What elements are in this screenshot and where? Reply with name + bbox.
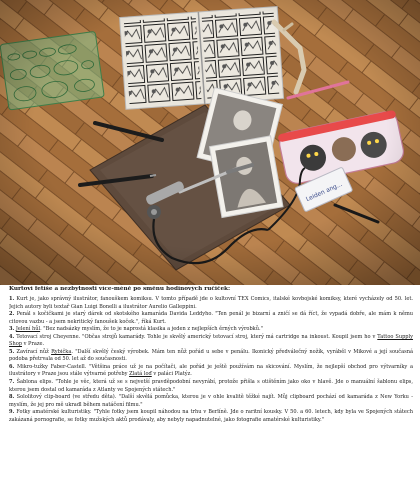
item-text: v paláci Platýz.: [151, 371, 192, 378]
item-text: . "Další skvělý český výrobek. Mám ten nůž pořád u sebe v penálu. Ikonický předválečný nožík, vyráběl v Mikové a její současná podoba přetrvala od 50. let až do současnosti.: [9, 348, 413, 363]
item-text: Penál s kočičkami je starý dárek od skotského kamaráda Davida Leddyho. "Ten penál je bizarní a zničí se dá říct, že vypadá dobře, ale mám k němu citovou vazbu - a jsem nekritický fanoušek koček.", říká Kurt.: [9, 311, 413, 325]
item-text: Kurt je, jako správný ilustrátor, fanouškem komiksu. V tomto případě jde o kultovní TEX Comics, italské kovbojské komiksy, které vycházely od 50. let. Jejich autory byli textař Gian Luigi Bonelli a ilustrátor Aurelio Galleppini.: [9, 296, 413, 310]
item-text: Šablona elips. "Tohle je věc, která už se s nejvetší pravděpodobní nevyrábí, protože přišla s otištěním jako oko v hlavě. Jde o manuální šablonu elips, kterou jsem dostal od kamaráda z Atlanty ve Spojených státech.": [9, 379, 413, 393]
list-item: [9, 334, 413, 349]
inline-link[interactable]: Zlatá loď: [129, 371, 152, 378]
list-item: [9, 364, 413, 379]
list-item: [9, 409, 413, 424]
item-list: [9, 296, 413, 424]
item-number: 7.: [9, 379, 15, 386]
list-item: [9, 311, 413, 326]
item-number: 2.: [9, 311, 15, 318]
item-number: 4.: [9, 333, 15, 340]
item-number: 9.: [9, 409, 15, 416]
item-number: 5.: [9, 348, 15, 355]
item-text: Tetovací stroj Cheyenne. "Občas strojů kamarády. Tohle je skvělý americký tetovací stroj, který má cartridge na inkoust. Koupil jsem ho v: [16, 333, 378, 340]
item-text: Fotky amatérské kulturistiky. "Tyhle fotky jsem koupil náhodou na trhu v Berlíně. Jde o raritní kousky. V 50. a 60. letech, kdy byla ve Spojených státech zakázaná pornografie, se fotky mužských aktů prodávaly, aby nebyly napadnutelné, jako fotografie amatérské kulturistiky.": [9, 409, 413, 423]
list-item: [9, 349, 413, 364]
list-item: [9, 394, 413, 409]
item-number: 1.: [9, 296, 15, 302]
list-item: [9, 379, 413, 394]
article-body: [9, 286, 413, 474]
item-text: Mikro-tužky Faber-Castell. "Většina práce už je na počítači, ale pořád je ještě používám na skicování. Myslím, že nejlepší obchod pro výtvarníky a ilustrátory v Praze jsou stále výtvarné potřeby: [9, 363, 413, 378]
list-item: [9, 326, 413, 334]
list-item: [9, 296, 413, 311]
inline-link[interactable]: Rybička: [51, 348, 72, 355]
article-heading: Kurtovi fetiše a nezbytnosti více-méně po směnu hodinových ručiček:: [9, 286, 231, 292]
item-number: 8.: [9, 394, 15, 401]
item-number: 3.: [9, 326, 15, 333]
item-text: Zavírací nůž: [16, 348, 52, 355]
inline-link[interactable]: Tattoo Supply Shop: [9, 333, 413, 348]
item-number: 6.: [9, 363, 15, 370]
item-text: Sololitový clip-board (ve středu děta). "Další skvělá pomůcka, kterou je v ohle kvalitě těžké najít. Můj clipboard pochází od kamaráda z New Yorku - myslím, že jej pro mě ukradl během natáčení filmu.": [9, 394, 413, 408]
inline-link[interactable]: Jelení hůl: [15, 326, 41, 333]
item-text: v Praze.: [21, 341, 45, 348]
item-text: . "Bez nadsázky myslím, že to je naprostá klasika a jeden z nejlepších ěrných výrobků.": [40, 326, 263, 333]
